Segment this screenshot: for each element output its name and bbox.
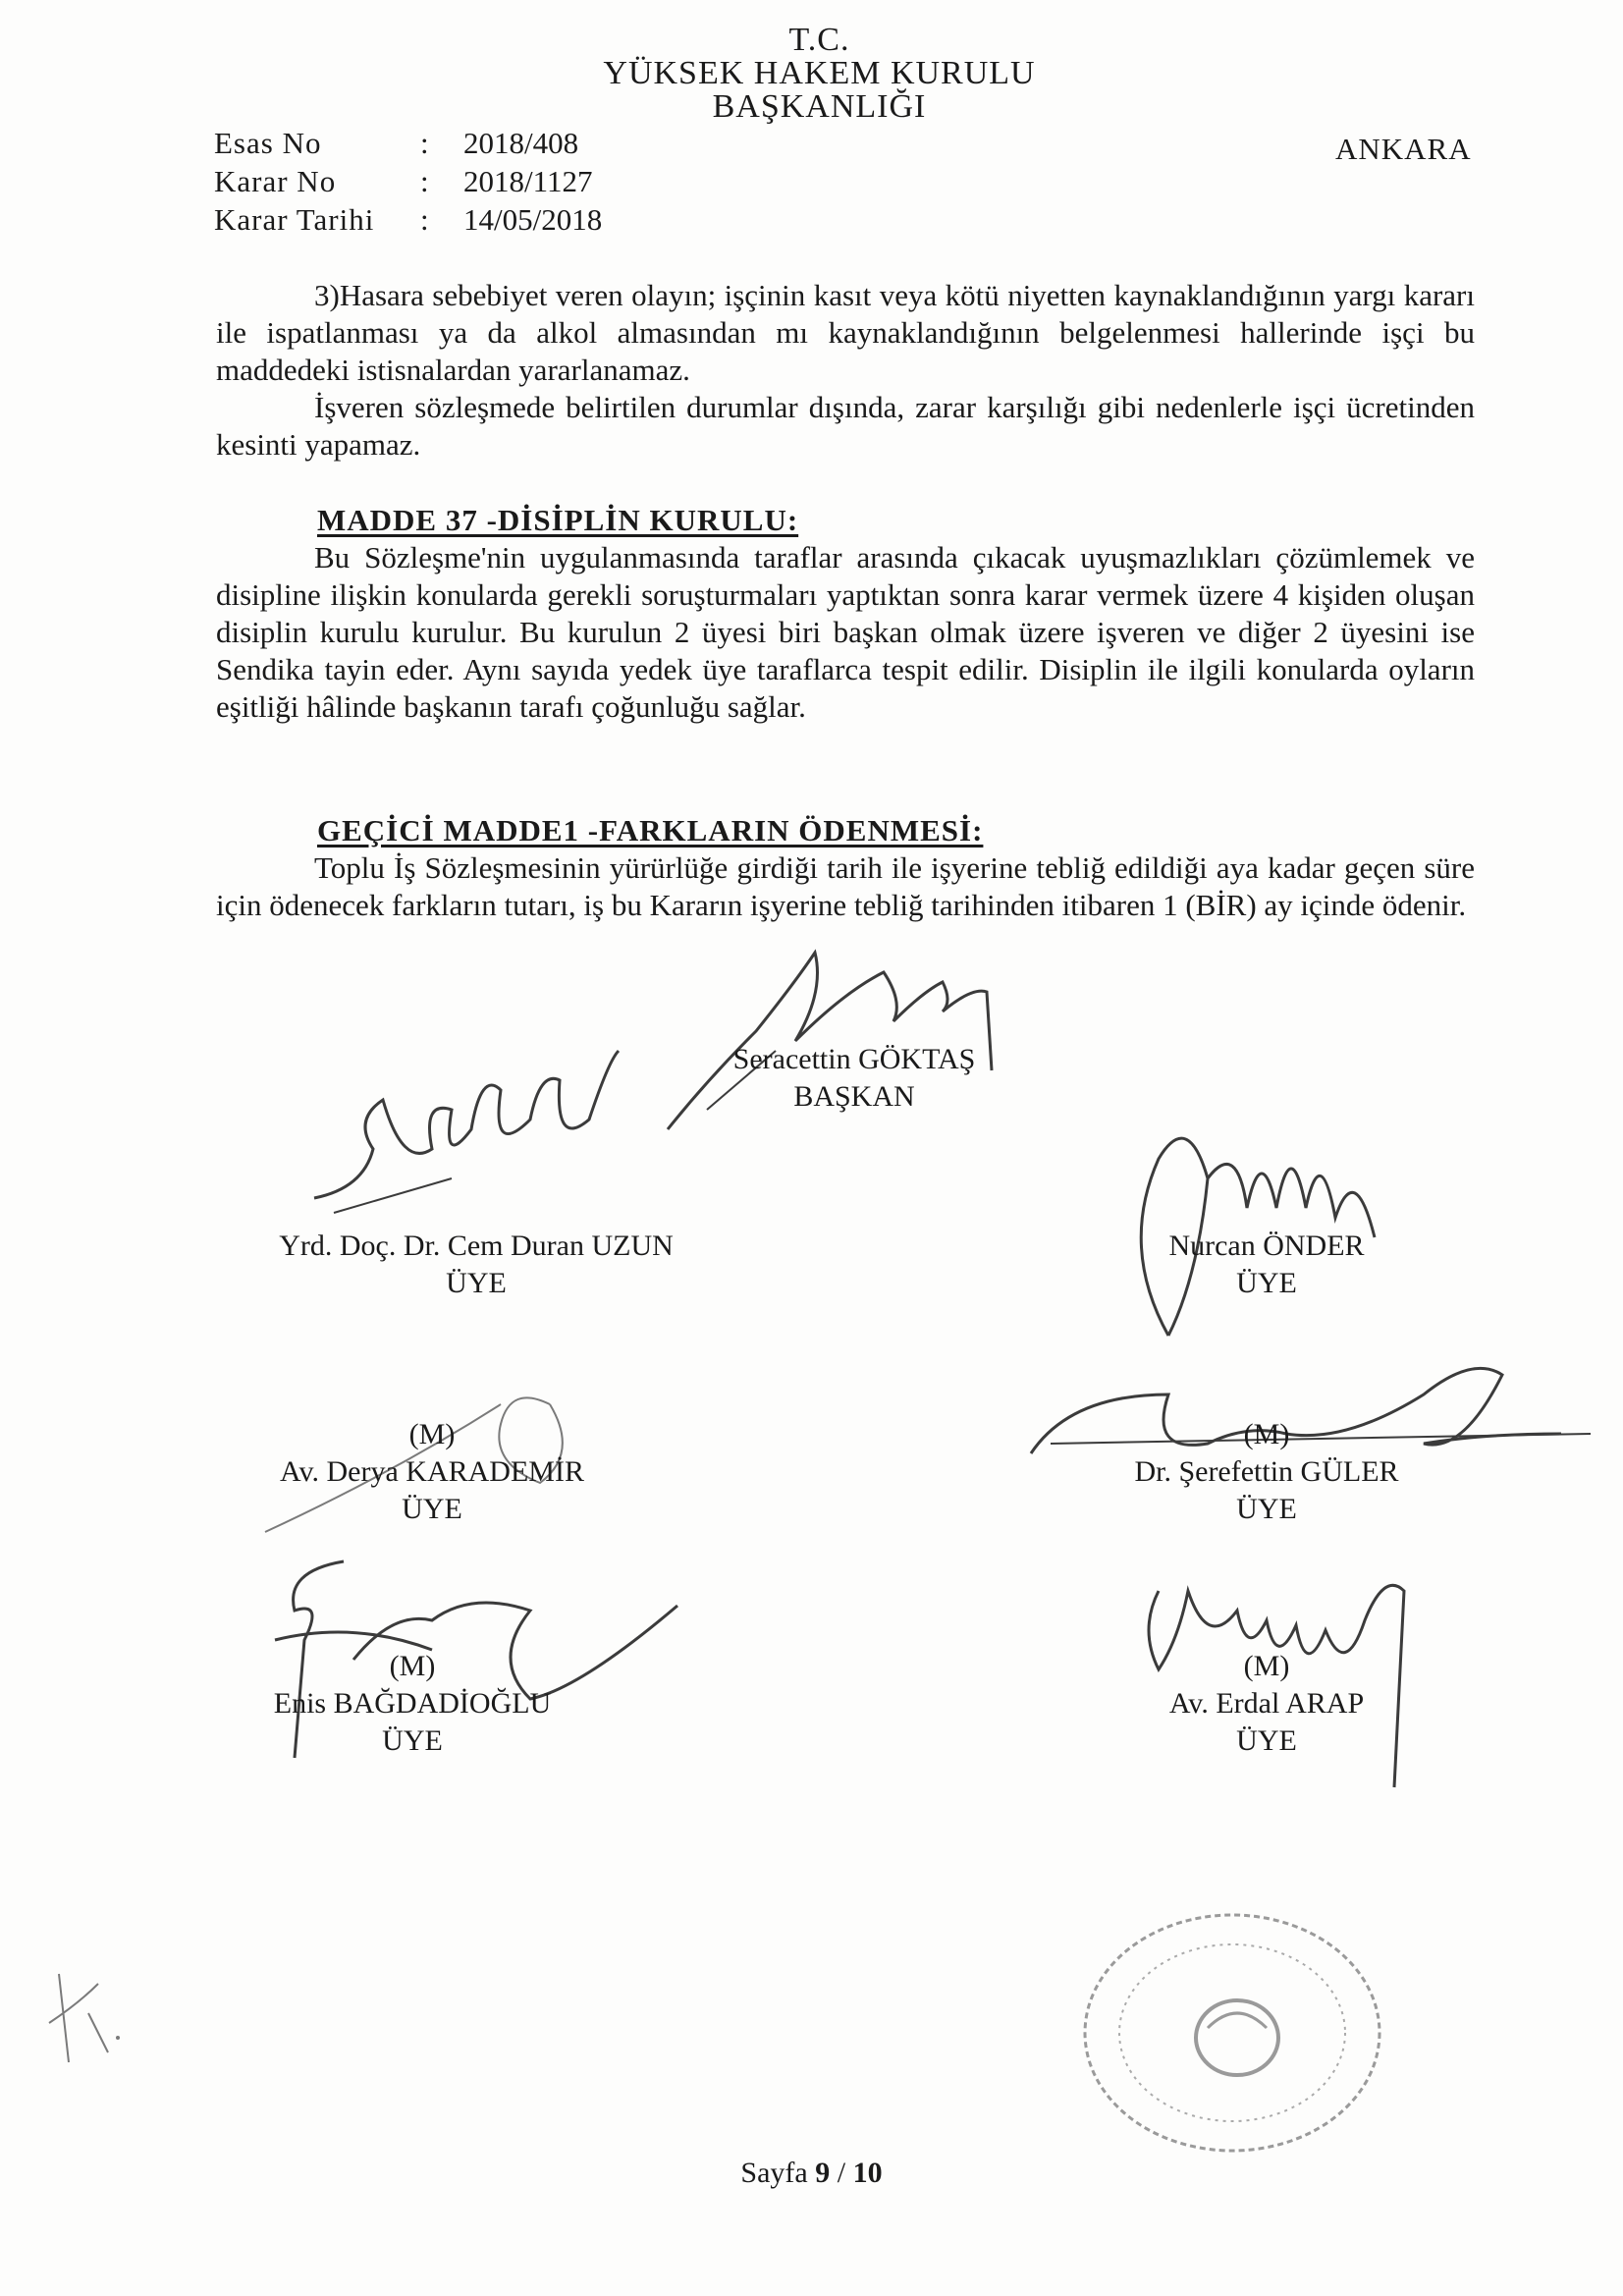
arap-mark: (M) xyxy=(1243,1650,1290,1682)
margin-initial-icon xyxy=(39,1954,128,2082)
bagdadioglu-role: ÜYE xyxy=(382,1724,443,1757)
body-block-1 xyxy=(216,277,1475,464)
body-block-3 xyxy=(216,812,1475,924)
chair-name: Seracettin GÖKTAŞ xyxy=(732,1043,976,1075)
esas-colon: : xyxy=(420,126,429,160)
signatory-karademir xyxy=(245,1416,619,1528)
karar-colon: : xyxy=(420,164,429,198)
onder-name: Nurcan ÖNDER xyxy=(1168,1230,1365,1262)
header-presidency: BAŞKANLIĞI xyxy=(712,88,927,125)
esas-value: 2018/408 xyxy=(463,126,579,160)
signatory-uzun xyxy=(245,1228,707,1302)
paragraph-damage: 3)Hasara sebebiyet veren olayın; işçinin kasıt veya kötü niyetten kaynaklandığının yargı kararı ile ispatlanması ya da alkol almasından mı kaynaklandığının belgelenmesi hallerinde işçi bu maddedeki istisnalardan yararlanamaz. xyxy=(216,278,1475,387)
signatory-bagdadioglu xyxy=(245,1648,579,1760)
guler-role: ÜYE xyxy=(1236,1493,1297,1525)
guler-name: Dr. Şerefettin GÜLER xyxy=(1134,1455,1399,1488)
case-meta xyxy=(214,124,602,239)
arap-role: ÜYE xyxy=(1236,1724,1297,1757)
uzun-name: Yrd. Doç. Dr. Cem Duran UZUN xyxy=(279,1230,674,1262)
guler-mark: (M) xyxy=(1243,1418,1290,1450)
signature-scribble-uzun xyxy=(295,1031,648,1228)
page-sep: / xyxy=(837,2157,846,2189)
paragraph-deduction: İşveren sözleşmede belirtilen durumlar dışında, zarar karşılığı gibi nedenlerle işçi ücretinden kesinti yapamaz. xyxy=(216,390,1475,462)
tarih-value: 14/05/2018 xyxy=(463,202,603,237)
signatory-onder xyxy=(1119,1228,1414,1302)
tarih-label: Karar Tarihi xyxy=(214,202,375,237)
karademir-role: ÜYE xyxy=(402,1493,462,1525)
heading-provisional-article: GEÇİCİ MADDE1 -FARKLARIN ÖDENMESİ: xyxy=(317,813,984,847)
signatory-guler xyxy=(1100,1416,1434,1528)
onder-role: ÜYE xyxy=(1236,1267,1297,1299)
page-prefix: Sayfa xyxy=(740,2157,808,2189)
esas-label: Esas No xyxy=(214,126,322,160)
body-block-2 xyxy=(216,502,1475,726)
karademir-name: Av. Derya KARADEMİR xyxy=(280,1455,584,1488)
paragraph-provisional-article: Toplu İş Sözleşmesinin yürürlüğe girdiği tarih ile işyerine tebliğ edildiği aya kadar geçen süre için ödenecek farkların tutarı, iş bu Kararın işyerine tebliğ tarihinden itibaren 1 (BİR) ay içinde ödenir. xyxy=(216,850,1475,922)
page-total: 10 xyxy=(852,2157,883,2189)
tarih-colon: : xyxy=(420,202,429,237)
page-number xyxy=(0,2157,1623,2190)
signatory-chair xyxy=(687,1041,1021,1116)
heading-article-37: MADDE 37 -DİSİPLİN KURULU: xyxy=(317,503,799,537)
bagdadioglu-mark: (M) xyxy=(389,1650,436,1682)
paragraph-article-37: Bu Sözleşme'nin uygulanmasında taraflar arasında çıkacak uyuşmazlıkları çözümlemek ve disipline ilişkin konularda gerekli soruşturmaları yaptıktan sonra karar vermek üzere 4 kişiden oluşan disiplin kurulu kurulur. Bu kurulun 2 üyesi biri başkan olmak üzere işveren ve diğer 2 üyesini ise Sendika tayin eder. Aynı sayıda yedek üye taraflarca tespit edilir. Disiplin ile ilgili konularda oyların eşitliği hâlinde başkanın tarafı çoğunluğu sağlar. xyxy=(216,540,1475,724)
bagdadioglu-name: Enis BAĞDADİOĞLU xyxy=(273,1687,552,1720)
arap-name: Av. Erdal ARAP xyxy=(1168,1687,1365,1720)
karar-row xyxy=(214,162,602,200)
karar-label: Karar No xyxy=(214,164,337,198)
header-tc: T.C. xyxy=(788,22,850,58)
karar-value: 2018/1127 xyxy=(463,164,593,198)
esas-row xyxy=(214,124,602,162)
karademir-mark: (M) xyxy=(408,1418,456,1450)
uzun-role: ÜYE xyxy=(446,1267,507,1299)
header-institution: YÜKSEK HAKEM KURULU xyxy=(603,55,1036,91)
signatory-arap xyxy=(1119,1648,1414,1760)
official-seal-icon xyxy=(1070,1900,1394,2165)
chair-role: BAŞKAN xyxy=(793,1080,915,1113)
tarih-row xyxy=(214,200,602,239)
city-label: ANKARA xyxy=(1335,132,1472,166)
page-current: 9 xyxy=(815,2157,831,2189)
